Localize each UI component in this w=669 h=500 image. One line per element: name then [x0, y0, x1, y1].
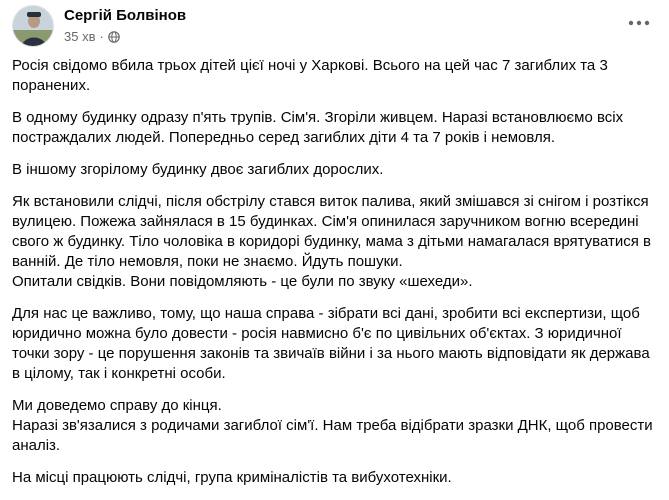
text-line: В іншому згорілому будинку двоє загиблих дорослих. [12, 161, 384, 178]
text-line: в цілому, так і конкретні особи. [12, 365, 226, 382]
text-line: Ми доведемо справу до кінця. [12, 397, 222, 414]
post-meta [64, 29, 120, 44]
paragraph [12, 192, 659, 292]
text-line: На місці працюють слідчі, група криміналістів та вибухотехніки. [12, 469, 452, 486]
author-name[interactable]: Сергій Болвінов [64, 7, 187, 24]
paragraph [12, 468, 659, 488]
paragraph [12, 108, 659, 148]
author-avatar[interactable] [12, 5, 54, 47]
paragraph [12, 396, 659, 456]
text-line: ванній. Де тіло немовля, поки не знаємо. Йдуть пошуки. [12, 253, 403, 270]
text-line: Наразі зв'язалися з родичами загиблої сім'ї. Нам треба відібрати зразки ДНК, щоб провести [12, 417, 653, 434]
post-header [12, 5, 657, 51]
text-line: аналіз. [12, 437, 61, 454]
text-line: свого ж будинку. Тіло чоловіка в коридорі будинку, мама з дітьми намагалася врятуватися в [12, 233, 651, 250]
post-timestamp[interactable]: 35 хв [64, 29, 96, 44]
text-line: Опитали свідків. Вони повідомляють - це були по звуку «шехеди». [12, 273, 473, 290]
text-line: Росія свідомо вбила трьох дітей цієї ночі у Харкові. Всього на цей час 7 загиблих та 3 [12, 57, 608, 74]
paragraph [12, 160, 659, 180]
text-line: точки зору - це порушення законів та звичаїв війни і за нього мають відповідати як держава [12, 345, 650, 362]
text-line: постраждалих людей. Попередньо серед загиблих діти 4 та 7 років і немовля. [12, 129, 556, 146]
text-line: поранених. [12, 77, 91, 94]
text-line: Для нас це важливо, тому, що наша справа - зібрати всі дані, зробити всі експертизи, щоб [12, 305, 640, 322]
meta-separator: · [99, 29, 104, 44]
text-line: В одному будинку одразу п'ять трупів. Сім'я. Згоріли живцем. Наразі встановлюємо всіх [12, 109, 624, 126]
globe-icon[interactable] [108, 31, 120, 43]
text-line: юридично можна було довести - росія навмисно б'є по цивільних об'єктах. З юридичної [12, 325, 622, 342]
text-line: вулицею. Пожежа зайнялася в 15 будинках. Сім'я опинилася заручником вогню всередині [12, 213, 639, 230]
text-line: Як встановили слідчі, після обстрілу стався виток палива, який змішався зі снігом і розтікся [12, 193, 649, 210]
paragraph [12, 56, 659, 96]
post-body [12, 56, 659, 500]
paragraph [12, 304, 659, 384]
more-options-icon[interactable] [621, 5, 657, 41]
